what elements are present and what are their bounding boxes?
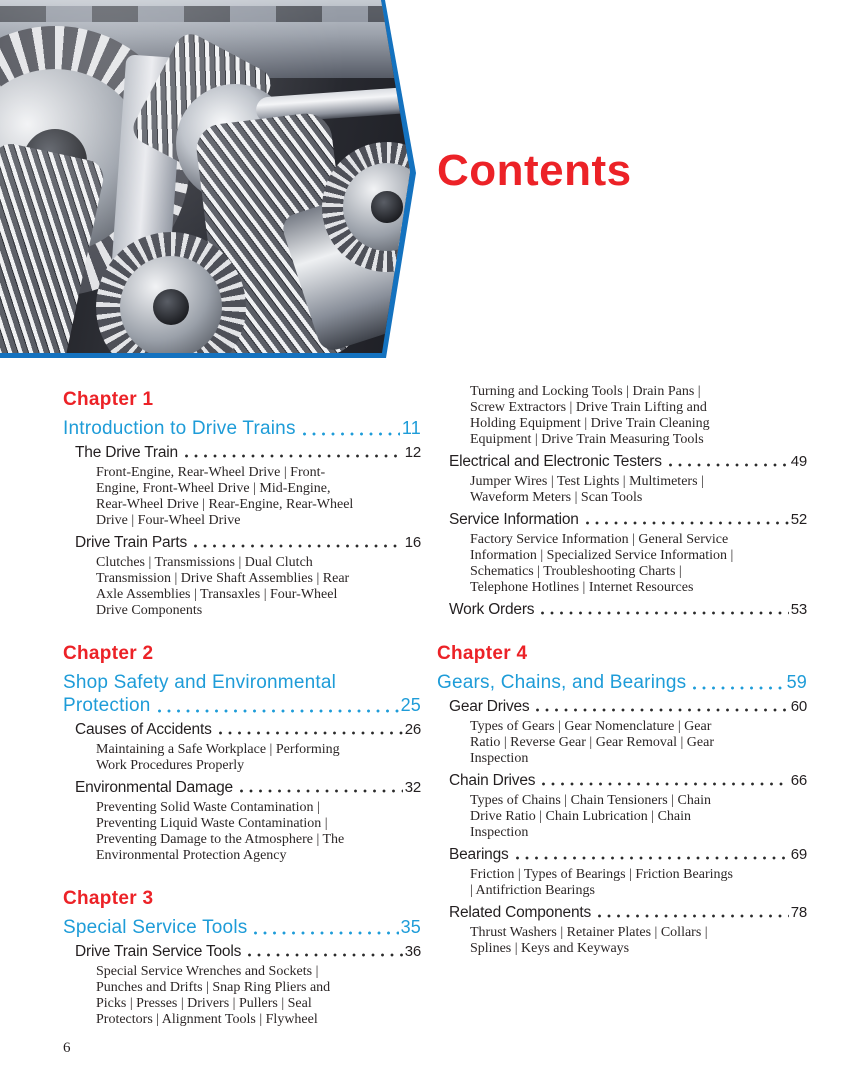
toc-subtopics: Friction | Types of Bearings | Friction Bearings | Antifriction Bearings <box>470 867 733 899</box>
toc-page-number: 66 <box>790 772 807 790</box>
chapter-1-heading: Chapter 1 <box>63 389 154 410</box>
toc-page-number: 11 <box>401 418 421 438</box>
toc-chapter-title-line1: Shop Safety and Environmental <box>63 672 337 694</box>
toc-title-text: Protection <box>63 695 151 717</box>
dot-leader <box>535 708 788 712</box>
toc-page-number: 78 <box>790 904 807 922</box>
dot-leader <box>247 953 403 957</box>
toc-page-number: 49 <box>790 453 807 470</box>
toc-page-number: 25 <box>400 695 421 716</box>
toc-entry <box>449 511 807 529</box>
transmission-photo <box>0 0 416 353</box>
toc-entry-text: The Drive Train <box>75 444 178 462</box>
toc-entry <box>75 721 421 739</box>
toc-page-number: 32 <box>404 779 421 797</box>
toc-entry <box>75 779 421 797</box>
toc-title-text: Special Service Tools <box>63 917 248 939</box>
dot-leader <box>184 454 403 458</box>
page-title: Contents <box>437 146 632 195</box>
toc-left-column <box>63 389 421 1033</box>
dot-leader <box>193 544 403 548</box>
toc-chapter-title <box>63 418 421 440</box>
dot-leader <box>597 914 789 918</box>
toc-page-number: 69 <box>790 846 807 864</box>
toc-subtopics: Preventing Solid Waste Contamination | Preventing Liquid Waste Contamination | Preventing Damage to the Atmosphere | The Environmental Protection Agency <box>96 800 345 864</box>
toc-entry-text: Electrical and Electronic Testers <box>449 453 662 470</box>
toc-page-number: 59 <box>786 672 807 692</box>
toc-subtopics: Front-Engine, Rear-Wheel Drive | Front-Engine, Front-Wheel Drive | Mid-Engine, Rear-Wheel Drive | Rear-Engine, Rear-Wheel Drive | Four-Wheel Drive <box>96 465 354 529</box>
chapter-2-heading: Chapter 2 <box>63 643 154 665</box>
toc-subtopics: Thrust Washers | Retainer Plates | Collars | Splines | Keys and Keyways <box>470 925 708 957</box>
toc-subtopics: Types of Gears | Gear Nomenclature | Gear Ratio | Reverse Gear | Gear Removal | Gear Inspection <box>470 719 714 767</box>
toc-subtopics: Types of Chains | Chain Tensioners | Chain Drive Ratio | Chain Lubrication | Chain Inspection <box>470 793 711 841</box>
toc-entry-text: Drive Train Service Tools <box>75 943 242 961</box>
dot-leader <box>585 521 789 525</box>
toc-subtopics: Clutches | Transmissions | Dual Clutch Transmission | Drive Shaft Assemblies | Rear Axle Assemblies | Transaxles | Four-Wheel Drive Components <box>96 555 350 619</box>
dot-leader <box>302 432 400 436</box>
toc-page-number: 26 <box>404 721 421 739</box>
toc-subtopics: Jumper Wires | Test Lights | Multimeters | Waveform Meters | Scan Tools <box>470 474 704 505</box>
toc-chapter-title <box>437 672 807 694</box>
toc-subtopics: Factory Service Information | General Service Information | Specialized Service Information | Schematics | Troubleshooting Charts | Telephone Hotlines | Internet Resources <box>470 532 734 595</box>
chapter-4-heading: Chapter 4 <box>437 643 528 664</box>
toc-right-column <box>437 384 807 962</box>
toc-entry-text: Gear Drives <box>449 698 530 716</box>
dot-leader <box>541 782 788 786</box>
toc-entry <box>449 846 807 864</box>
dot-leader <box>515 856 789 860</box>
toc-entry-text: Environmental Damage <box>75 779 233 797</box>
dot-leader <box>540 611 788 615</box>
toc-page-number: 53 <box>790 601 807 618</box>
dot-leader <box>668 463 789 467</box>
hero-image-frame <box>0 0 416 358</box>
toc-subtopics: Special Service Wrenches and Sockets | Punches and Drifts | Snap Ring Pliers and Picks | Presses | Drivers | Pullers | Seal Protectors | Alignment Tools | Flywheel <box>96 964 331 1028</box>
toc-page-number: 60 <box>790 698 807 716</box>
toc-entry <box>449 772 807 790</box>
toc-entry-text: Drive Train Parts <box>75 534 188 552</box>
toc-entry-text: Related Components <box>449 904 592 922</box>
toc-title-text: Gears, Chains, and Bearings <box>437 672 687 693</box>
toc-entry-text: Service Information <box>449 511 579 528</box>
toc-chapter-title-line2 <box>63 695 421 717</box>
toc-chapter-title <box>63 917 421 939</box>
toc-entry-text: Bearings <box>449 846 509 864</box>
toc-title-text: Introduction to Drive Trains <box>63 418 296 439</box>
dot-leader <box>157 709 399 713</box>
dot-leader <box>692 686 784 690</box>
dot-leader <box>218 731 403 735</box>
toc-page-number: 12 <box>404 444 421 462</box>
chapter-3-heading: Chapter 3 <box>63 888 154 910</box>
page-number: 6 <box>63 1040 71 1056</box>
toc-page-number: 52 <box>790 511 807 528</box>
toc-subtopics: Turning and Locking Tools | Drain Pans | Screw Extractors | Drive Train Lifting and Holding Equipment | Drive Train Cleaning Equipment | Drive Train Measuring Tools <box>470 384 710 447</box>
toc-entry <box>75 943 421 961</box>
toc-entry <box>449 453 807 471</box>
toc-page-number: 36 <box>404 943 421 961</box>
toc-page-number: 35 <box>400 917 421 938</box>
toc-entry-text: Work Orders <box>449 601 535 618</box>
photo-sheen <box>0 0 416 353</box>
toc-entry-text: Chain Drives <box>449 772 536 790</box>
dot-leader <box>239 789 403 793</box>
toc-entry-text: Causes of Accidents <box>75 721 212 739</box>
toc-entry <box>449 904 807 922</box>
toc-entry <box>449 601 807 619</box>
toc-subtopics: Maintaining a Safe Workplace | Performing Work Procedures Properly <box>96 742 340 774</box>
toc-entry <box>75 534 421 552</box>
toc-entry <box>75 444 421 462</box>
dot-leader <box>253 931 398 935</box>
toc-page-number: 16 <box>404 534 421 552</box>
toc-entry <box>449 698 807 716</box>
